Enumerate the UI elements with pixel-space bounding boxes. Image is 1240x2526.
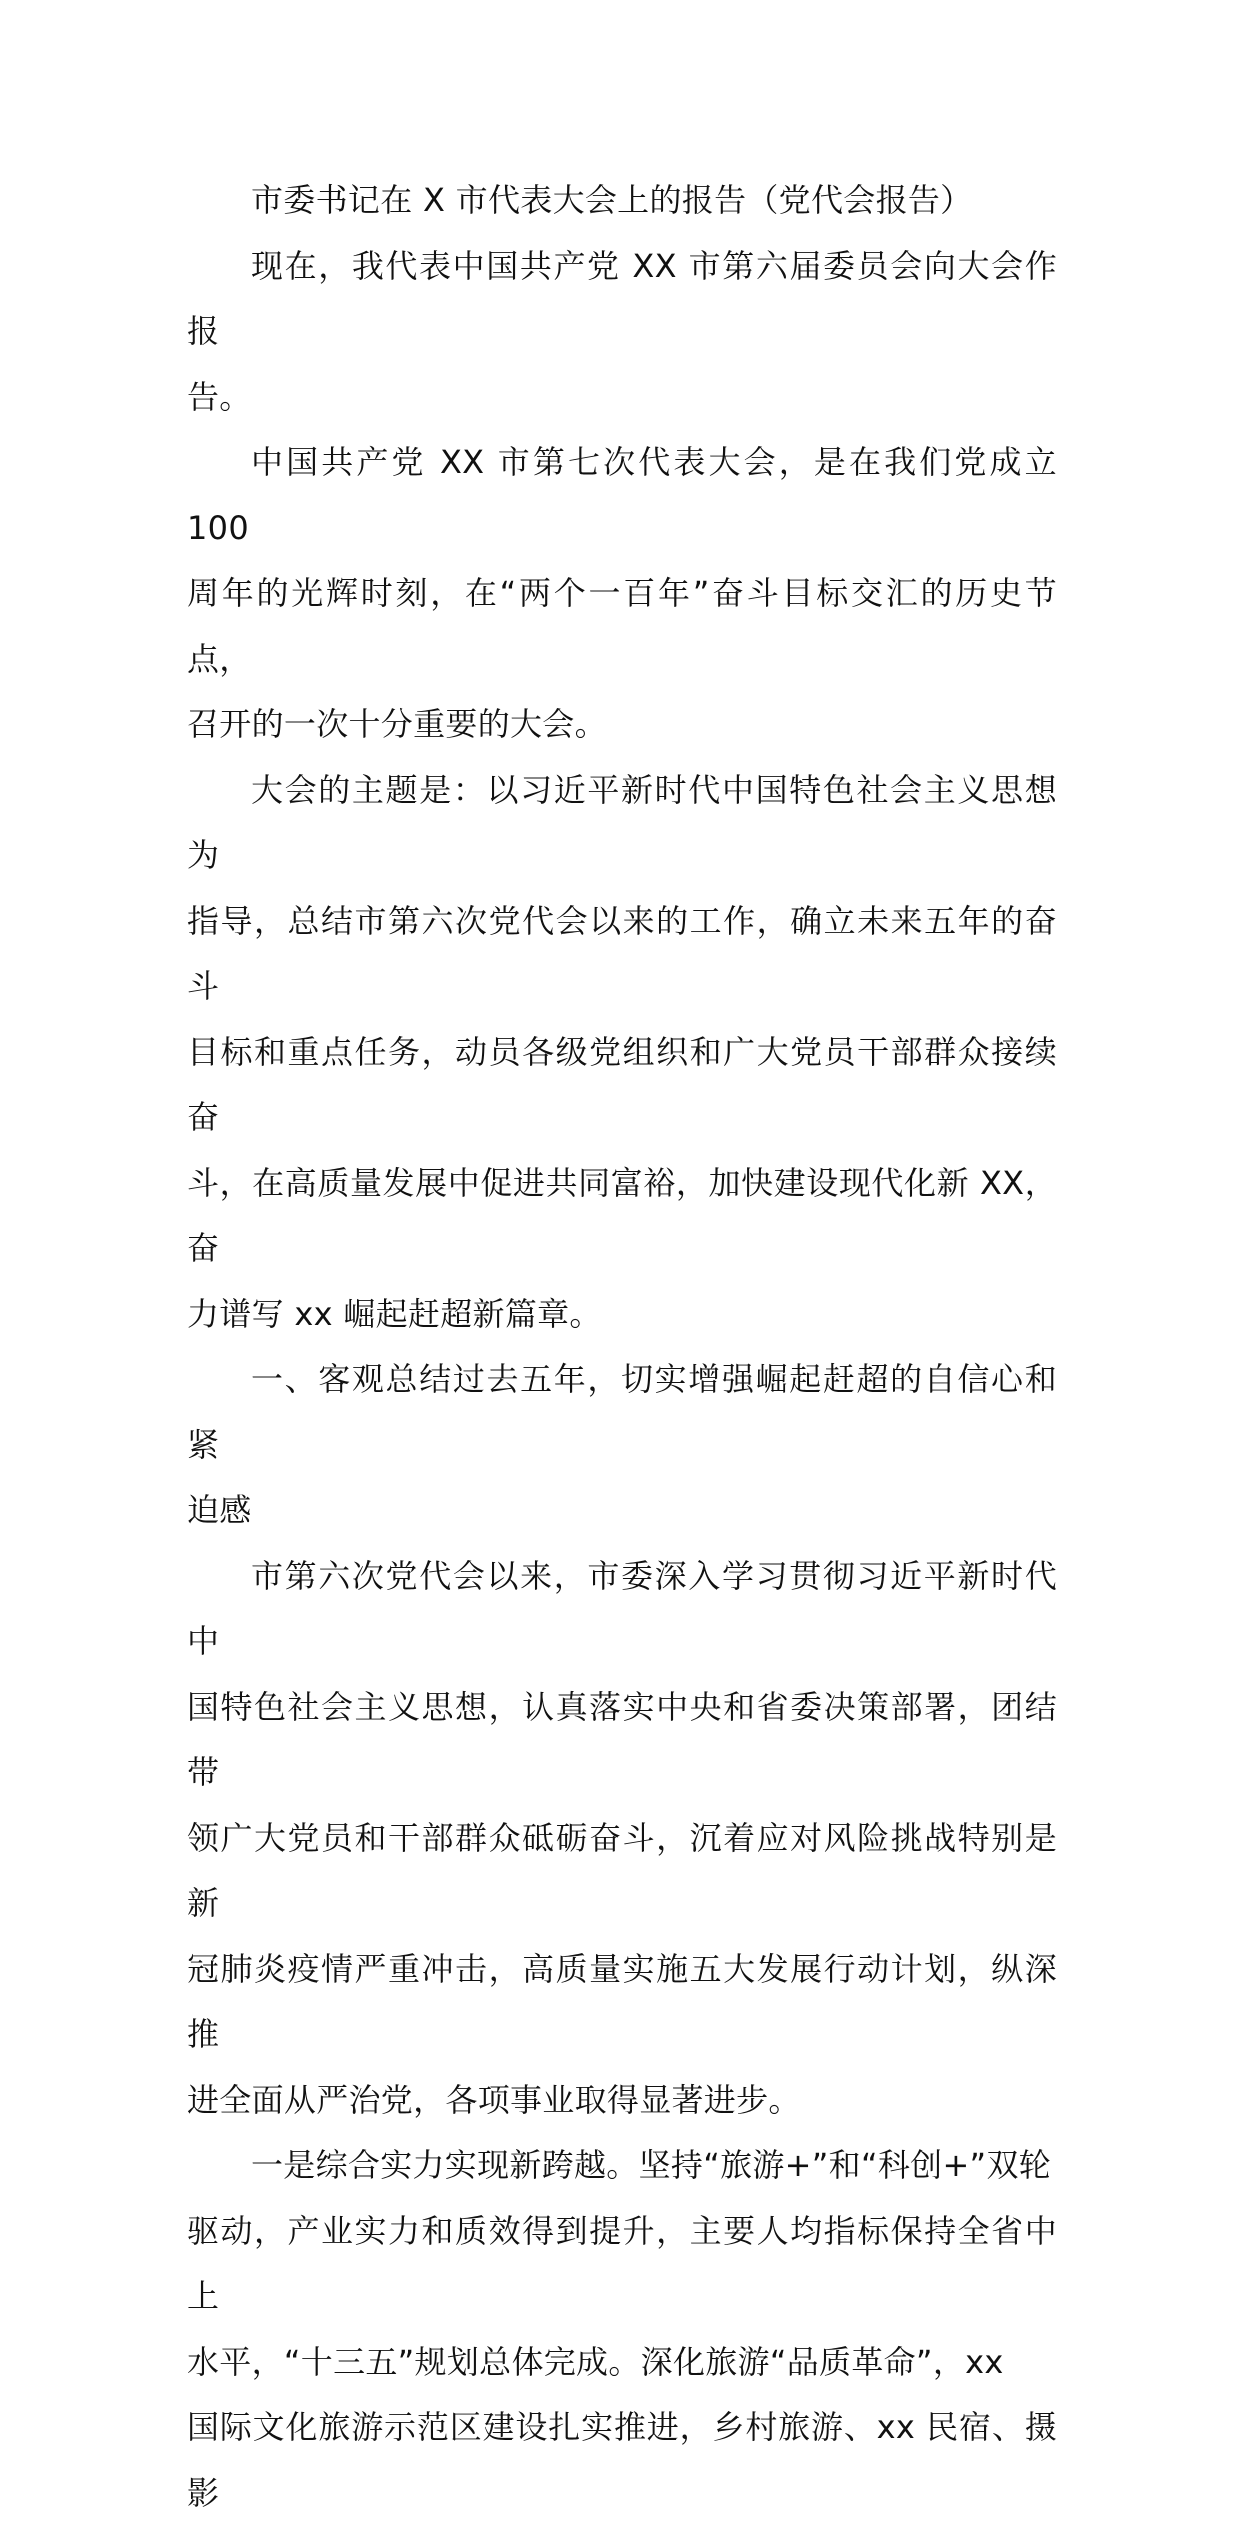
section-heading: 一、客观总结过去五年，切实增强崛起赶超的自信心和紧 迫感: [187, 1360, 1057, 1529]
paragraph: 一是综合实力实现新跨越。坚持“旅游+”和“科创+”双轮 驱动，产业实力和质效得到提升，主要人均指标保持全省中上 水平，“十三五”规划总体完成。深化旅游“品质革命”，xx 国际文化旅游示范区建设扎实推进，乡村旅游、xx 民宿、摄影: [187, 2146, 1057, 2512]
document-body: [187, 168, 1057, 2526]
paragraph: 现在，我代表中国共产党 XX 市第六届委员会向大会作报 告。: [187, 246, 1057, 416]
paragraph: 大会的主题是：以习近平新时代中国特色社会主义思想为 指导，总结市第六次党代会以来的工作，确立未来五年的奋斗 目标和重点任务，动员各级党组织和广大党员干部群众接续奋 斗，在高质量发展中促进共同富裕，加快建设现代化新 XX，奋 力谱写 xx 崛起赶超新篇章。: [187, 770, 1057, 1333]
paragraph: 市第六次党代会以来，市委深入学习贯彻习近平新时代中 国特色社会主义思想，认真落实中央和省委决策部署，团结带 领广大党员和干部群众砥砺奋斗，沉着应对风险挑战特别是新 冠肺炎疫情严重冲击，高质量实施五大发展行动计划，纵深推 进全面从严治党，各项事业取得显著进步。: [187, 1556, 1057, 2119]
document-title: 市委书记在 X 市代表大会上的报告（党代会报告）: [251, 181, 973, 219]
paragraph: 中国共产党 XX 市第七次代表大会，是在我们党成立 100 周年的光辉时刻，在“两个一百年”奋斗目标交汇的历史节点， 召开的一次十分重要的大会。: [187, 443, 1057, 743]
